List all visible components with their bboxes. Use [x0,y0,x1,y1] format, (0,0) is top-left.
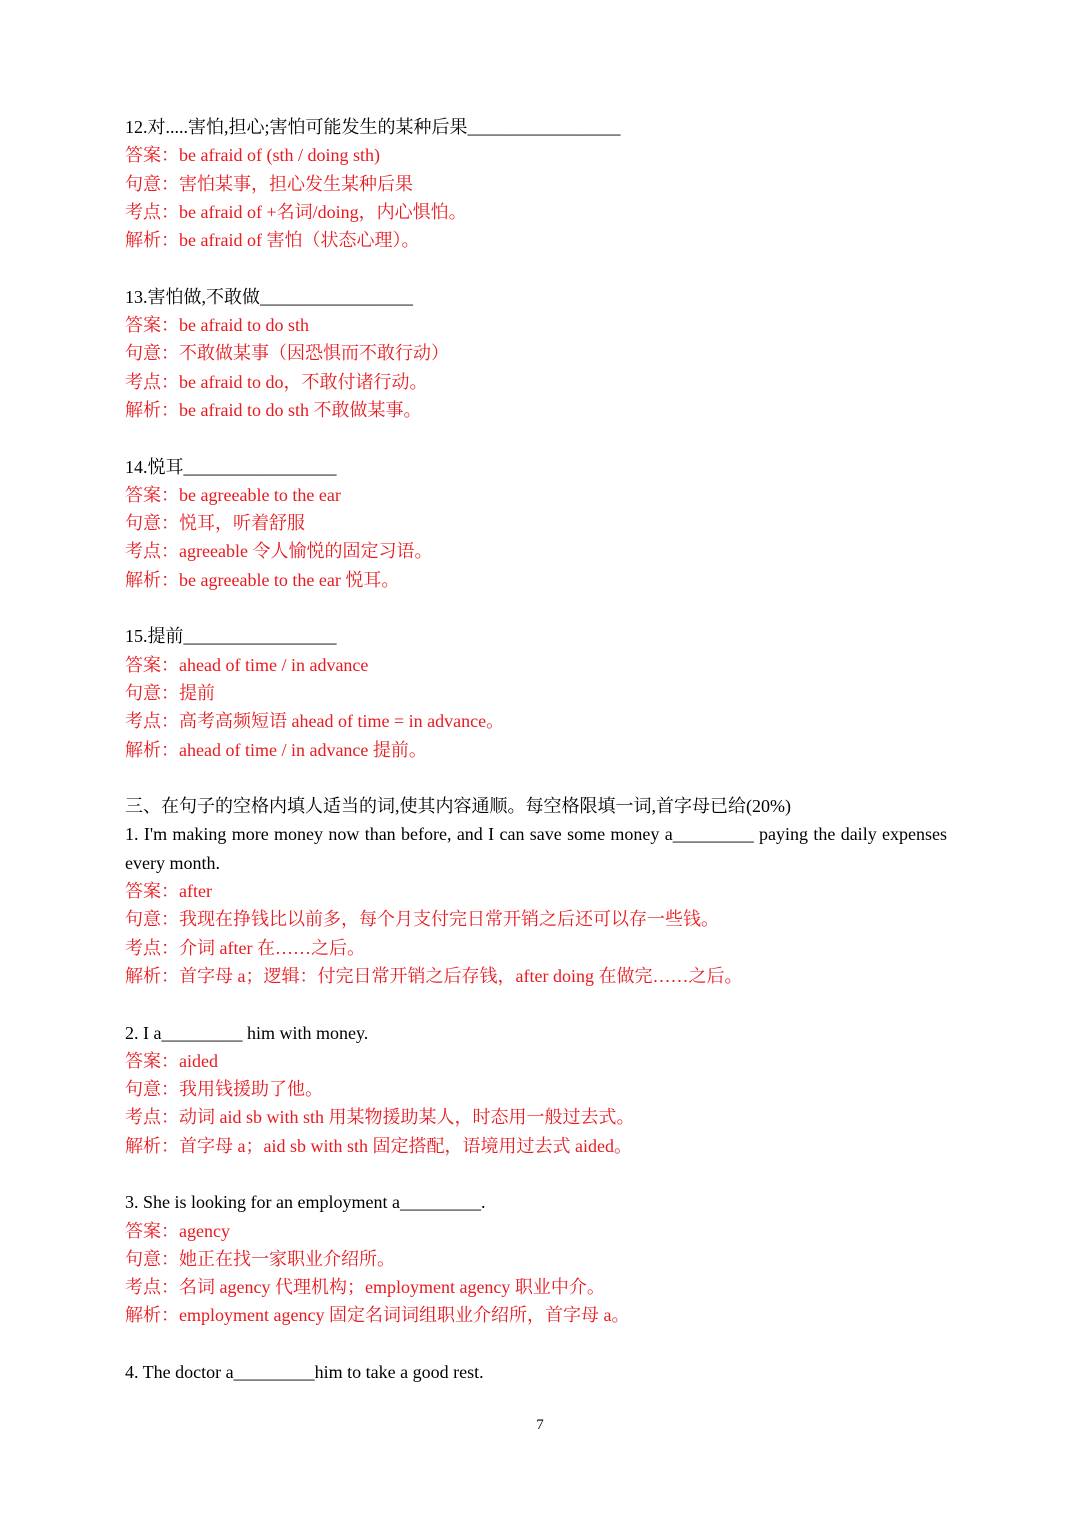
s3-answer-3: 答案：agency [125,1220,230,1241]
point-15: 考点：高考高频短语 ahead of time = in advance。 [125,711,505,732]
section-title: 三、在句子的空格内填人适当的词,使其内容通顺。每空格限填一词,首字母已给(20%) [125,796,791,817]
s3-analysis-1: 解析：首字母 a；逻辑：付完日常开销之后存钱，after doing 在做完……之后。 [125,965,743,986]
s3-answer-2: 答案：aided [125,1050,218,1071]
spacer [125,424,947,452]
document-body [125,113,947,1386]
page-number: 7 [536,1417,544,1433]
meaning-12: 句意：害怕某事，担心发生某种后果 [125,173,413,194]
analysis-12: 解析：be afraid of 害怕（状态心理）。 [125,230,420,251]
s3-question-3: 3. She is looking for an employment a_________. [125,1192,486,1213]
s3-analysis-2: 解析：首字母 a；aid sb with sth 固定搭配，语境用过去式 aided。 [125,1135,632,1156]
spacer [125,990,947,1018]
analysis-13: 解析：be afraid to do sth 不敢做某事。 [125,399,422,420]
s3-meaning-2: 句意：我用钱援助了他。 [125,1079,323,1100]
s3-question-4: 4. The doctor a_________him to take a good rest. [125,1362,484,1383]
spacer [125,594,947,622]
spacer [125,764,947,792]
question-12: 12.对.....害怕,担心;害怕可能发生的某种后果_________________ [125,117,621,137]
answer-12: 答案：be afraid of (sth / doing sth) [125,145,380,166]
point-12: 考点：be afraid of +名词/doing，内心惧怕。 [125,201,467,222]
question-13: 13.害怕做,不敢做_________________ [125,286,413,307]
s3-point-3: 考点：名词 agency 代理机构；employment agency 职业中介。 [125,1277,605,1298]
answer-13: 答案：be afraid to do sth [125,315,309,336]
meaning-14: 句意：悦耳，听着舒服 [125,513,305,534]
s3-meaning-3: 句意：她正在找一家职业介绍所。 [125,1248,395,1269]
s3-point-2: 考点：动词 aid sb with sth 用某物援助某人，时态用一般过去式。 [125,1107,635,1128]
analysis-15: 解析：ahead of time / in advance 提前。 [125,739,427,760]
analysis-14: 解析：be agreeable to the ear 悦耳。 [125,569,400,590]
meaning-13: 句意：不敢做某事（因恐惧而不敢行动） [125,343,449,364]
question-14: 14.悦耳_________________ [125,456,337,477]
answer-15: 答案：ahead of time / in advance [125,654,369,675]
question-15: 15.提前_________________ [125,626,337,647]
s3-question-2: 2. I a_________ him with money. [125,1022,369,1043]
answer-14: 答案：be agreeable to the ear [125,484,341,505]
spacer [125,1160,947,1188]
meaning-15: 句意：提前 [125,682,215,703]
s3-meaning-1: 句意：我现在挣钱比以前多，每个月支付完日常开销之后还可以存一些钱。 [125,909,719,930]
s3-point-1: 考点：介词 after 在……之后。 [125,937,365,958]
s3-answer-1: 答案：after [125,881,212,902]
s3-question-1: 1. I'm making more money now than before, and I can save some money a_________ paying the daily expenses every month. [125,824,947,873]
point-13: 考点：be afraid to do，不敢付诸行动。 [125,371,428,392]
spacer [125,254,947,282]
s3-analysis-3: 解析：employment agency 固定名词词组职业介绍所，首字母 a。 [125,1305,630,1326]
point-14: 考点：agreeable 令人愉悦的固定习语。 [125,541,433,562]
spacer [125,1330,947,1358]
